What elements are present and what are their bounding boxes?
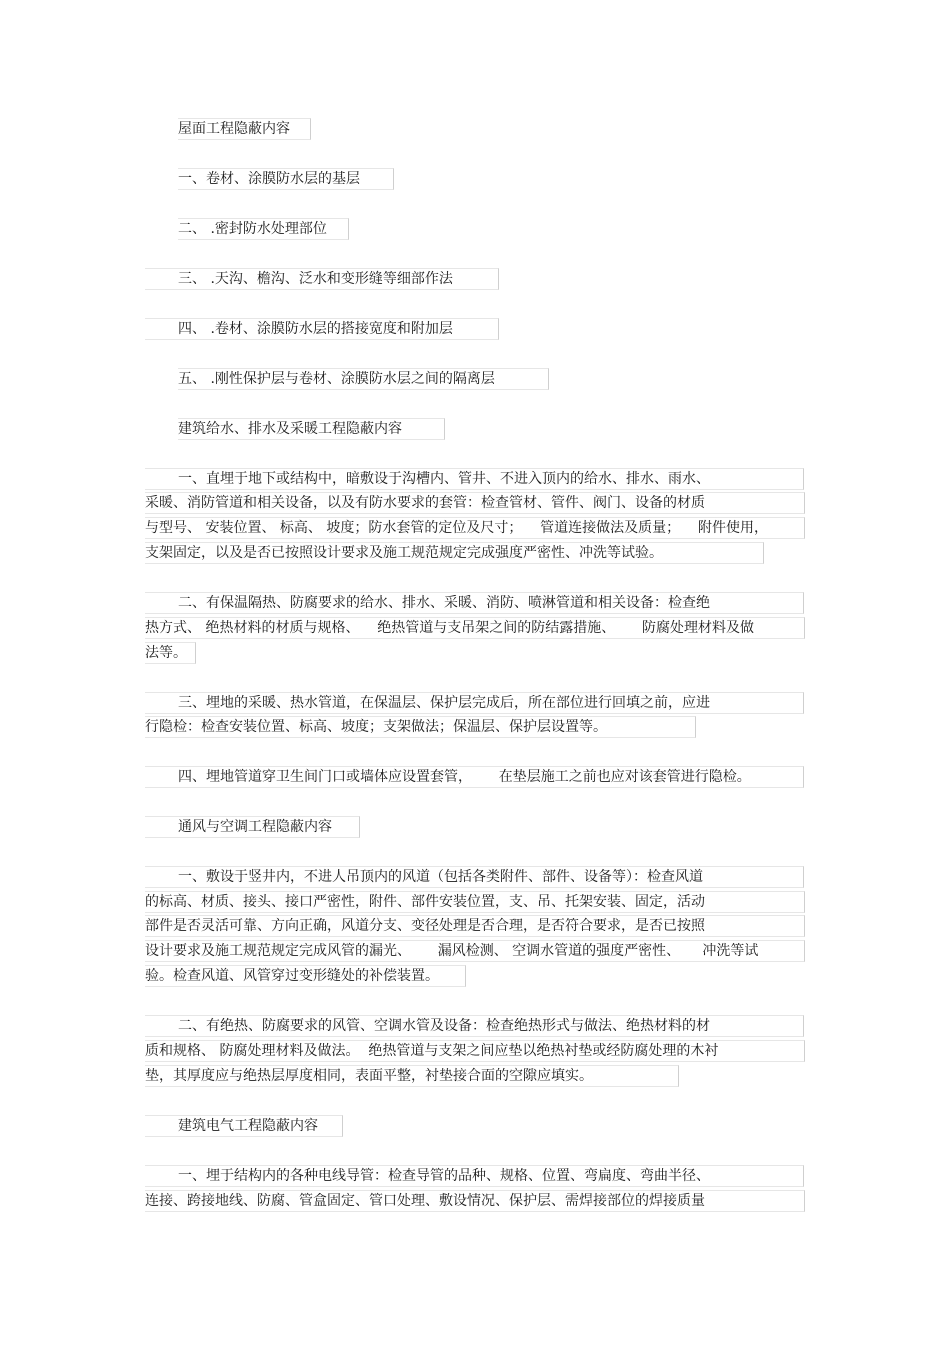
paragraph-line: 热方式、 绝热材料的材质与规格、 绝热管道与支吊架之间的防结露措施、 防腐处理材料及做 [145, 617, 805, 639]
list-item: 二、 .密封防水处理部位 [178, 218, 349, 240]
paragraph-line: 一、埋于结构内的各种电线导管：检查导管的品种、规格、位置、弯扁度、弯曲半径、 [145, 1165, 804, 1187]
paragraph-line: 验。检查风道、风管穿过变形缝处的补偿装置。 [145, 965, 466, 987]
section-title: 建筑电气工程隐蔽内容 [145, 1115, 343, 1137]
paragraph-line: 一、敷设于竖井内，不进人吊顶内的风道（包括各类附件、部件、设备等）：检查风道 [145, 866, 804, 888]
paragraph-line: 二、有绝热、防腐要求的风管、空调水管及设备：检查绝热形式与做法、绝热材料的材 [145, 1015, 804, 1037]
list-item: 一、卷材、涂膜防水层的基层 [178, 168, 394, 190]
paragraph-line: 法等。 [145, 642, 196, 664]
paragraph-line: 支架固定，以及是否已按照设计要求及施工规范规定完成强度严密性、冲洗等试验。 [145, 542, 764, 564]
paragraph-line: 的标高、材质、接头、接口严密性，附件、部件安装位置，支、吊、托架安装、固定，活动 [145, 891, 805, 913]
paragraph-line: 设计要求及施工规范规定完成风管的漏光、 漏风检测、 空调水管道的强度严密性、 冲洗等试 [145, 940, 805, 962]
paragraph-line: 四、埋地管道穿卫生间门口或墙体应设置套管， 在垫层施工之前也应对该套管进行隐检。 [145, 766, 804, 788]
paragraph-line: 采暖、消防管道和相关设备，以及有防水要求的套管：检查管材、管件、阀门、设备的材质 [145, 492, 805, 514]
paragraph-line: 与型号、 安装位置、 标高、 坡度；防水套管的定位及尺寸； 管道连接做法及质量； 附件使用， [145, 517, 805, 539]
list-item: 三、 .天沟、檐沟、泛水和变形缝等细部作法 [145, 268, 499, 290]
list-item: 五、 .刚性保护层与卷材、涂膜防水层之间的隔离层 [178, 368, 549, 390]
paragraph-line: 质和规格、 防腐处理材料及做法。 绝热管道与支架之间应垫以绝热衬垫或经防腐处理的木衬 [145, 1040, 805, 1062]
paragraph-line: 垫，其厚度应与绝热层厚度相同，表面平整，衬垫接合面的空隙应填实。 [145, 1065, 679, 1087]
paragraph-line: 行隐检：检查安装位置、标高、坡度；支架做法；保温层、保护层设置等。 [145, 716, 696, 738]
paragraph-line: 二、有保温隔热、防腐要求的给水、排水、采暖、消防、喷淋管道和相关设备：检查绝 [145, 592, 804, 614]
list-item: 四、 .卷材、涂膜防水层的搭接宽度和附加层 [145, 318, 499, 340]
paragraph-line: 部件是否灵活可靠、方向正确，风道分支、变径处理是否合理，是否符合要求，是否已按照 [145, 915, 805, 937]
paragraph-line: 一、直埋于地下或结构中，暗敷设于沟槽内、管井、不进入顶内的给水、排水、雨水、 [145, 468, 804, 490]
paragraph-line: 三、埋地的采暖、热水管道，在保温层、保护层完成后，所在部位进行回填之前，应进 [145, 692, 804, 714]
section-title: 通风与空调工程隐蔽内容 [145, 816, 360, 838]
section-title: 屋面工程隐蔽内容 [178, 118, 311, 140]
paragraph-line: 连接、跨接地线、防腐、管盒固定、管口处理、敷设情况、保护层、需焊接部位的焊接质量 [145, 1190, 805, 1212]
section-title: 建筑给水、排水及采暖工程隐蔽内容 [178, 418, 445, 440]
